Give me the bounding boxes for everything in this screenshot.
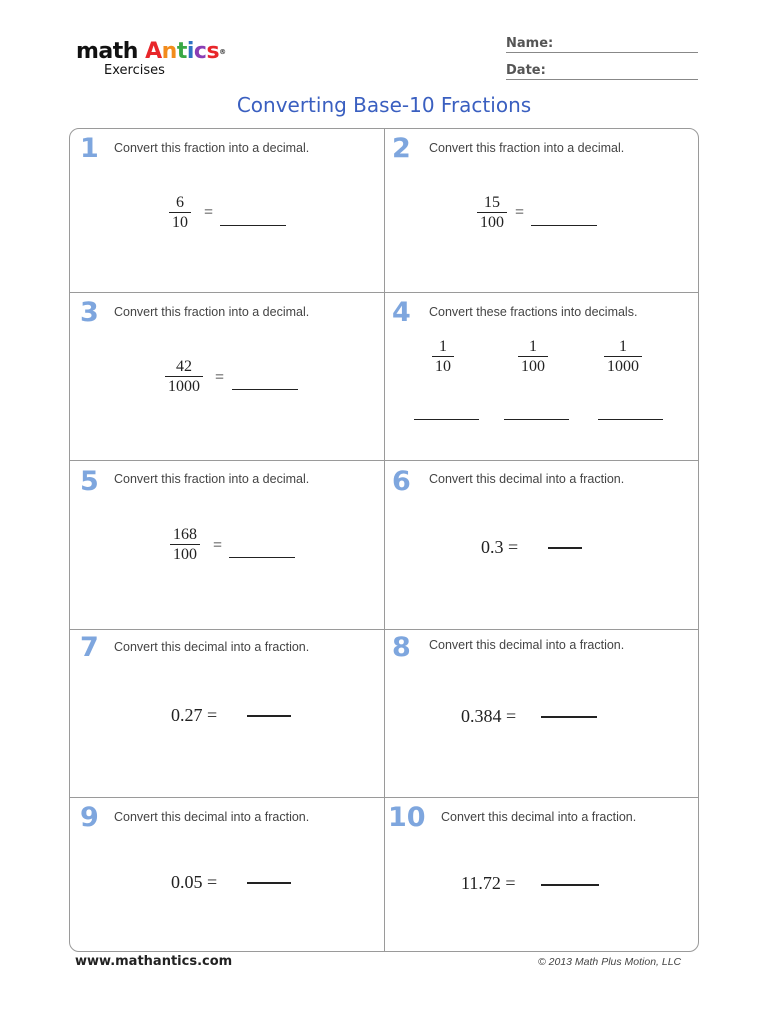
logo-wordmark (76, 40, 226, 64)
problem-number-10: 10 (388, 802, 426, 833)
grid-divider-horizontal (70, 292, 698, 293)
problem-instruction-2: Convert this fraction into a decimal. (429, 141, 625, 155)
equals-sign: = (204, 204, 214, 221)
answer-blank-10[interactable] (541, 884, 599, 886)
logo-letter: s (206, 39, 220, 64)
answer-blank-8[interactable] (541, 716, 597, 718)
numerator: 168 (170, 525, 200, 545)
answer-blank-2[interactable] (531, 225, 597, 226)
logo-letter: A (145, 39, 162, 64)
numerator: 15 (477, 193, 507, 213)
fraction-5 (170, 525, 200, 564)
numerator: 1 (432, 337, 454, 357)
problem-number-4: 4 (392, 297, 411, 328)
problem-number-5: 5 (80, 466, 99, 497)
answer-blank-3[interactable] (232, 389, 298, 390)
name-field[interactable]: Name: (506, 36, 698, 53)
grid-divider-vertical (384, 129, 385, 951)
denominator: 100 (173, 546, 197, 563)
problem-instruction-10: Convert this decimal into a fraction. (441, 810, 637, 824)
grid-divider-horizontal (70, 460, 698, 461)
decimal-expression-9: 0.05 = (171, 872, 218, 892)
answer-blank-5[interactable] (229, 557, 295, 558)
worksheet-title: Converting Base-10 Fractions (236, 93, 532, 117)
logo-letter: c (193, 39, 207, 64)
problem-instruction-1: Convert this fraction into a decimal. (114, 141, 310, 155)
numerator: 42 (165, 357, 203, 377)
answer-blank-7[interactable] (247, 715, 291, 717)
problem-instruction-5: Convert this fraction into a decimal. (114, 472, 310, 486)
fraction-4b (518, 337, 548, 376)
equals-sign: = (213, 537, 223, 554)
problem-number-2: 2 (392, 133, 411, 164)
decimal-expression-6: 0.3 = (481, 537, 519, 557)
fraction-4c (604, 337, 642, 376)
fraction-3 (165, 357, 203, 396)
denominator: 1000 (168, 378, 200, 395)
copyright-notice: © 2013 Math Plus Motion, LLC (538, 956, 682, 968)
problem-number-8: 8 (392, 632, 411, 663)
equals-sign: = (215, 369, 225, 386)
problem-instruction-8: Convert this decimal into a fraction. (429, 638, 625, 652)
logo-subtitle: Exercises (104, 63, 165, 78)
denominator: 10 (172, 214, 188, 231)
problem-number-3: 3 (80, 297, 99, 328)
decimal-expression-8: 0.384 = (461, 706, 517, 726)
problem-instruction-3: Convert this fraction into a decimal. (114, 305, 310, 319)
fraction-2 (477, 193, 507, 232)
decimal-expression-7: 0.27 = (171, 705, 218, 725)
decimal-expression-10: 11.72 = (461, 873, 516, 893)
denominator: 100 (521, 358, 545, 375)
denominator: 1000 (607, 358, 639, 375)
logo-letter: t (176, 39, 187, 64)
problem-instruction-9: Convert this decimal into a fraction. (114, 810, 310, 824)
answer-blank-1[interactable] (220, 225, 286, 226)
problem-number-9: 9 (80, 802, 99, 833)
problem-number-7: 7 (80, 632, 99, 663)
website-link[interactable]: www.mathantics.com (75, 954, 233, 969)
logo-letter: n (161, 39, 177, 64)
fraction-1 (169, 193, 191, 232)
answer-blank-6[interactable] (548, 547, 582, 549)
equals-sign: = (515, 204, 525, 221)
answer-blank-9[interactable] (247, 882, 291, 884)
numerator: 6 (169, 193, 191, 213)
denominator: 10 (435, 358, 451, 375)
fraction-4a (432, 337, 454, 376)
problem-number-6: 6 (392, 466, 411, 497)
problem-instruction-6: Convert this decimal into a fraction. (429, 472, 625, 486)
problem-instruction-4: Convert these fractions into decimals. (429, 305, 638, 319)
logo-letter: i (186, 39, 194, 64)
answer-blank-4b[interactable] (504, 419, 569, 420)
problem-instruction-7: Convert this decimal into a fraction. (114, 640, 310, 654)
trademark-symbol: ® (219, 48, 226, 56)
answer-blank-4a[interactable] (414, 419, 479, 420)
numerator: 1 (518, 337, 548, 357)
answer-blank-4c[interactable] (598, 419, 663, 420)
date-field[interactable]: Date: (506, 63, 698, 80)
math-antics-logo (76, 40, 226, 78)
grid-divider-horizontal (70, 797, 698, 798)
grid-divider-horizontal (70, 629, 698, 630)
problem-number-1: 1 (80, 133, 99, 164)
denominator: 100 (480, 214, 504, 231)
numerator: 1 (604, 337, 642, 357)
logo-math: math (76, 39, 138, 64)
